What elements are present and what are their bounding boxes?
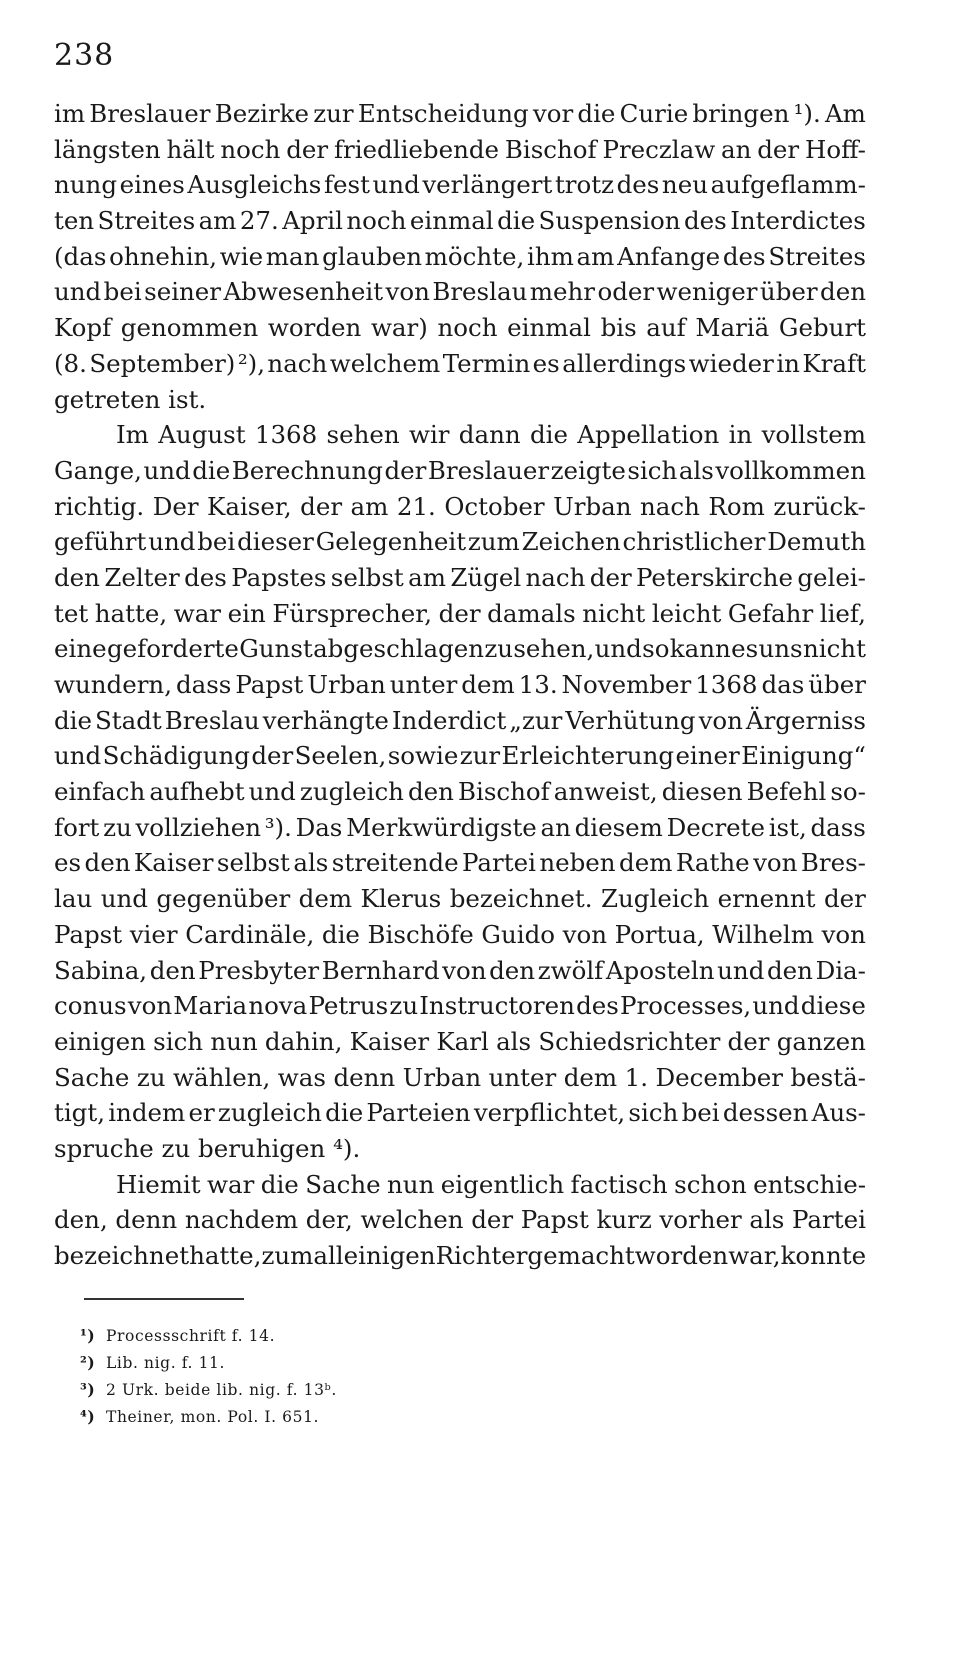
text-line: und bei seiner Abwesenheit von Breslau mehr oder weniger über den — [54, 277, 866, 307]
text-line: fort zu vollziehen ³). Das Merkwürdigste an diesem Decrete ist, dass — [54, 812, 866, 842]
text-line: (8. September) ²), nach welchem Termin es allerdings wieder in Kraft — [54, 348, 866, 378]
footnote-text: Lib. nig. f. 11. — [106, 1354, 226, 1372]
text-line: spruche zu beruhigen ⁴). — [54, 1133, 361, 1163]
footnote-mark: ⁴) — [80, 1407, 96, 1426]
paragraph — [54, 96, 866, 417]
text-line: eine geforderte Gunst abgeschlagen zu sehen, und so kann es uns nicht — [54, 634, 866, 664]
footnote-text: Processschrift f. 14. — [106, 1327, 276, 1345]
paragraph — [54, 1167, 866, 1274]
text-line: Gange, und die Berechnung der Breslauer zeigte sich als vollkommen — [54, 455, 866, 485]
text-line: Sabina, den Presbyter Bernhard von den zwölf Aposteln und den Dia- — [54, 955, 866, 985]
text-line: conus von Maria nova Petrus zu Instructoren des Processes, und diese — [54, 991, 866, 1021]
text-line: Papst vier Cardinäle, die Bischöfe Guido von Portua, Wilhelm von — [54, 919, 866, 949]
paragraph — [54, 417, 866, 1166]
text-line: die Stadt Breslau verhängte Inderdict „zur Verhütung von Ärgerniss — [54, 705, 866, 735]
text-line: und Schädigung der Seelen, sowie zur Erleichterung einer Einigung“ — [54, 741, 866, 771]
text-line: Hiemit war die Sache nun eigentlich factisch schon entschie- — [116, 1169, 866, 1199]
text-line: einigen sich nun dahin, Kaiser Karl als Schiedsrichter der ganzen — [54, 1026, 866, 1056]
text-line: tet hatte, war ein Fürsprecher, der damals nicht leicht Gefahr lief, — [54, 598, 866, 628]
text-line: richtig. Der Kaiser, der am 21. October Urban nach Rom zurück- — [54, 491, 866, 521]
text-line: im Breslauer Bezirke zur Entscheidung vor die Curie bringen ¹). Am — [54, 99, 866, 128]
text-line: lau und gegenüber dem Klerus bezeichnet. Zugleich ernennt der — [54, 884, 866, 914]
text-line: nung eines Ausgleichs fest und verlängert trotz des neu aufgeflamm- — [54, 170, 866, 200]
text-line: bezeichnet hatte, zum alleinigen Richter gemacht worden war, konnte — [54, 1241, 867, 1270]
text-line: tigt, indem er zugleich die Parteien verpflichtet, sich bei dessen Aus- — [54, 1098, 866, 1128]
footnote — [80, 1322, 337, 1349]
footnote — [80, 1376, 337, 1403]
footnotes — [80, 1322, 337, 1430]
text-line: es den Kaiser selbst als streitende Partei neben dem Rathe von Bres- — [54, 848, 866, 878]
footnote — [80, 1403, 337, 1430]
text-line: den, denn nachdem der, welchen der Papst kurz vorher als Partei — [54, 1205, 866, 1235]
footnote-text: Theiner, mon. Pol. I. 651. — [106, 1408, 320, 1426]
footnote-separator — [84, 1298, 244, 1300]
footnote — [80, 1349, 337, 1376]
footnote-mark: ¹) — [80, 1326, 96, 1345]
text-line: getreten ist. — [54, 384, 207, 414]
text-line: einfach aufhebt und zugleich den Bischof anweist, diesen Befehl so- — [54, 777, 866, 807]
text-line: geführt und bei dieser Gelegenheit zum Zeichen christlicher Demuth — [54, 527, 866, 557]
text-line: (das ohnehin, wie man glauben möchte, ihm am Anfange des Streites — [54, 241, 866, 271]
text-line: Sache zu wählen, was denn Urban unter dem 1. December bestä- — [54, 1062, 866, 1092]
text-line: den Zelter des Papstes selbst am Zügel nach der Peterskirche gelei- — [54, 562, 866, 592]
text-line: Im August 1368 sehen wir dann die Appellation in vollstem — [116, 420, 866, 450]
text-line: ten Streites am 27. April noch einmal die Suspension des Interdictes — [54, 206, 866, 236]
body-text — [54, 96, 866, 1274]
text-line: längsten hält noch der friedliebende Bischof Preczlaw an der Hoff- — [54, 134, 866, 164]
text-line: wundern, dass Papst Urban unter dem 13. November 1368 das über — [54, 670, 866, 699]
footnote-mark: ³) — [80, 1380, 96, 1399]
footnote-text: 2 Urk. beide lib. nig. f. 13ᵇ. — [106, 1381, 337, 1399]
footnote-mark: ²) — [80, 1353, 96, 1372]
text-line: Kopf genommen worden war) noch einmal bis auf Mariä Geburt — [54, 313, 866, 343]
page-number: 238 — [54, 38, 115, 73]
